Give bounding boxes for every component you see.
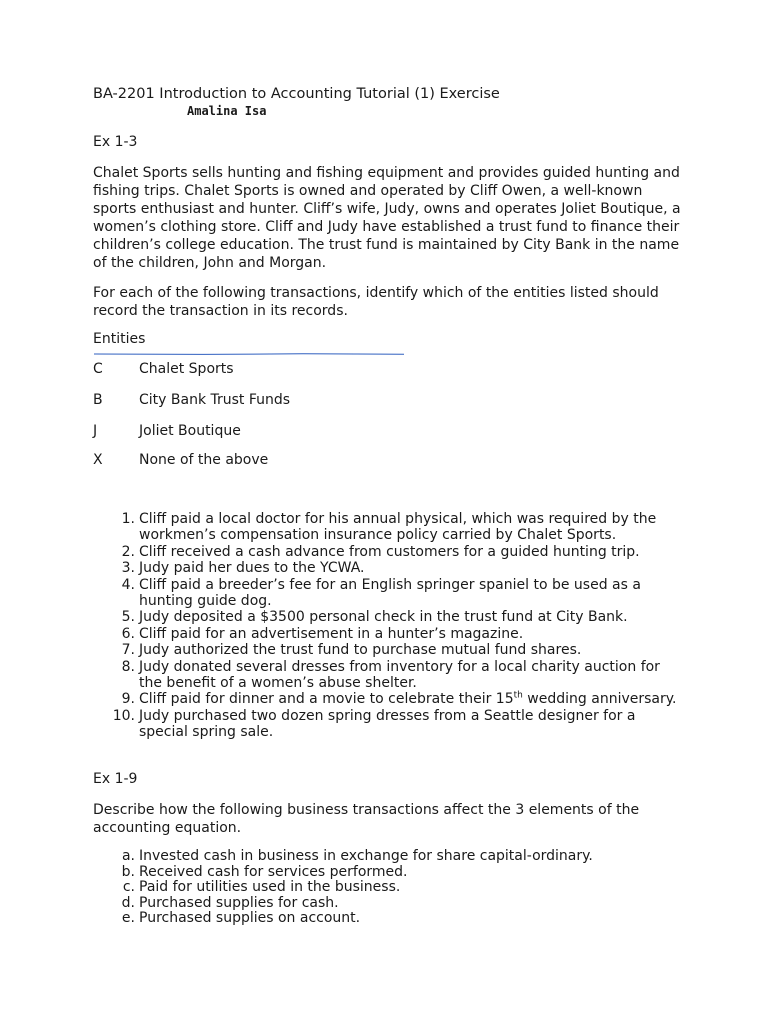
list-text-part: wedding anniversary. (522, 691, 677, 708)
list-number: 6. (121, 625, 135, 642)
list-text: Purchased supplies for cash. (139, 894, 339, 911)
exercise-1-3-heading: Ex 1-3 (93, 134, 138, 150)
document-title: BA-2201 Introduction to Accounting Tutorial (1) Exercise (93, 86, 500, 102)
entities-label: Entities (93, 331, 146, 347)
list-text: Cliff paid a local doctor for his annual physical, which was required by the workmen’s compensation insurance policy carried by Chalet Sports. (139, 511, 657, 544)
list-text: Purchased supplies on account. (139, 910, 361, 926)
list-number: 1. (121, 511, 135, 527)
list-number: 5. (121, 609, 135, 626)
list-letter: e. (121, 910, 135, 926)
list-text-part: Cliff paid for dinner and a movie to celebrate their 15 (139, 691, 514, 708)
list-text: Judy paid her dues to the YCWA. (139, 560, 365, 577)
list-item (93, 577, 683, 610)
exercise-1-3-instruction: For each of the following transactions, identify which of the entities listed should record the transaction in its records. (93, 285, 659, 319)
list-letter: d. (121, 894, 135, 911)
list-text: Received cash for services performed. (139, 863, 408, 880)
list-item (93, 865, 683, 881)
exercise-1-9-heading: Ex 1-9 (93, 771, 138, 787)
list-number: 2. (121, 543, 135, 560)
list-item (93, 880, 683, 896)
entity-name: City Bank Trust Funds (139, 392, 291, 408)
list-item (93, 659, 683, 692)
list-text: Invested cash in business in exchange for share capital-ordinary. (139, 848, 593, 864)
list-number: 4. (121, 576, 135, 593)
entity-name: Chalet Sports (139, 361, 234, 377)
list-item (93, 849, 683, 865)
list-text: Judy authorized the trust fund to purchase mutual fund shares. (139, 642, 582, 659)
list-number: 9. (121, 691, 135, 708)
list-letter: b. (121, 863, 135, 880)
list-item (93, 544, 683, 560)
entity-code: J (93, 423, 98, 439)
entity-name: Joliet Boutique (139, 423, 241, 439)
list-text: Judy purchased two dozen spring dresses from a Seattle designer for a special spring sale. (139, 707, 636, 741)
list-number: 10. (112, 707, 135, 724)
list-number: 7. (121, 642, 135, 659)
list-text: Paid for utilities used in the business. (139, 879, 401, 895)
ordinal-superscript: th (513, 690, 523, 701)
list-text: Cliff received a cash advance from customers for a guided hunting trip. (139, 543, 640, 560)
list-letter: a. (121, 848, 135, 864)
transaction-list (93, 511, 683, 741)
list-item (93, 642, 683, 658)
list-item (93, 626, 683, 642)
entity-row (93, 392, 290, 408)
list-text (139, 691, 676, 707)
list-item (93, 691, 683, 707)
entity-row (93, 423, 241, 439)
list-item (93, 560, 683, 576)
list-item (93, 708, 683, 741)
exercise-1-3-intro: Chalet Sports sells hunting and fishing equipment and provides guided hunting and fishing trips. Chalet Sports is owned and operated by Cliff Owen, a well-known sports enthusiast and hunter. Cliff’s wife, Judy, owns and operates Joliet Boutique, a women’s clothing store. Cliff and Judy have established a trust fund to finance their children’s college education. The trust fund is maintained by City Bank in the name of the children, John and Morgan. (93, 165, 681, 271)
business-transaction-list (93, 849, 683, 927)
entities-underline (93, 352, 405, 356)
list-item (93, 896, 683, 912)
entity-code: X (93, 452, 103, 468)
list-text: Judy deposited a $3500 personal check in the trust fund at City Bank. (139, 609, 628, 626)
entity-code: C (93, 361, 103, 377)
list-item (93, 609, 683, 625)
entity-row (93, 452, 268, 468)
list-text: Cliff paid a breeder’s fee for an English springer spaniel to be used as a hunting guide dog. (139, 576, 641, 610)
list-item (93, 911, 683, 927)
list-text: Cliff paid for an advertisement in a hunter’s magazine. (139, 625, 524, 642)
entity-code: B (93, 392, 103, 408)
exercise-1-9-instruction: Describe how the following business transactions affect the 3 elements of the accounting equation. (93, 802, 640, 836)
list-letter: c. (122, 879, 135, 895)
list-number: 8. (121, 658, 135, 675)
list-item (93, 511, 683, 544)
list-number: 3. (121, 560, 135, 577)
entity-row (93, 361, 234, 377)
list-text: Judy donated several dresses from inventory for a local charity auction for the benefit of a women’s abuse shelter. (139, 658, 660, 692)
author-name: Amalina Isa (187, 104, 267, 118)
entity-name: None of the above (139, 452, 269, 468)
